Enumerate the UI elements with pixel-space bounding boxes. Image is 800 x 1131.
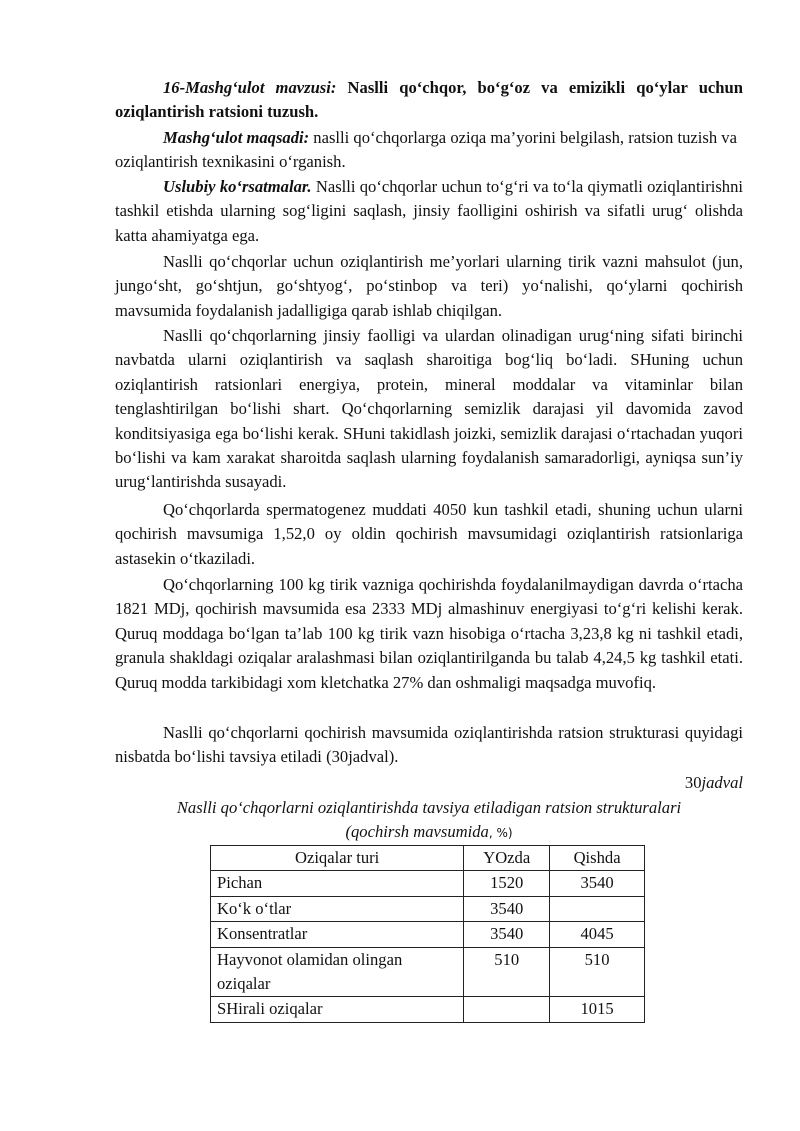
table-number-word: jadval xyxy=(701,773,743,792)
summer-value: 1520 xyxy=(464,871,550,896)
method-paragraph xyxy=(115,175,743,248)
feed-name: Pichan xyxy=(211,871,464,896)
table-number-value: 30 xyxy=(684,773,702,792)
topic-label: 16-Mashg‘ulot mavzusi: xyxy=(163,78,337,97)
body-paragraph: Qo‘chqorlarning 100 kg tirik vazniga qochirishda foydalanilmaydigan davrda o‘rtacha 1821 MDj, qochirish mavsumida esa 2333 MDj almashinuv energiyasi to‘g‘ri kelishi kerak. Quruq moddaga bo‘lgan ta’lab 100 kg tirik vazn hisobiga o‘rtacha 3,23,8 kg ni tashkil etadi, granula shakldagi oziqalar aralashmasi bilan oziqlantirilganda bu talab 4,24,5 kg tashkil etati. Quruq modda tarkibidagi xom kletchatka 27% dan oshmaligi maqsadga muvofiq. xyxy=(115,575,743,692)
header-feed-type: Oziqalar turi xyxy=(211,846,464,871)
table-row xyxy=(211,922,645,947)
winter-value: 1015 xyxy=(550,997,645,1022)
feed-name: Hayvonot olamidan olingan oziqalar xyxy=(211,947,464,997)
goal-text: naslli qo‘chqorlarga oziqa ma’yorini belgilash, ratsion tuzish va oziqlantirish texnikasini o‘rganish. xyxy=(115,128,737,172)
table-caption-sub xyxy=(115,820,743,845)
topic-title: Naslli qo‘chqor, bo‘g‘oz va emizikli qo‘ylar uchun oziqlantirish ratsioni tuzush. xyxy=(115,78,743,122)
table-row xyxy=(211,896,645,921)
summer-value: 3540 xyxy=(464,896,550,921)
header-winter: Qishda xyxy=(550,846,645,871)
table-row xyxy=(211,871,645,896)
table-caption-season: (qochirsh mavsumida xyxy=(345,822,489,841)
table-caption: Naslli qo‘chqorlarni oziqlantirishda tavsiya etiladigan ratsion strukturalari xyxy=(176,798,682,817)
header-summer: YOzda xyxy=(464,846,550,871)
body-paragraph: Naslli qo‘chqorlarning jinsiy faolligi va ulardan olinadigan urug‘ning sifati birinchi navbatda ularni oziqlantirish va saqlash sharoitiga bog‘liq bo‘ladi. SHuning uchun oziqlantirish ratsionlari energiya, protein, mineral moddalar va vitaminlar bilan tenglashtirilgan bo‘lishi shart. Qo‘chqorlarning semizlik darajasi yil davomida zavod konditsiyasiga ega bo‘lishi kerak. SHuni takidlash joizki, semizlik darajasi o‘rtachadan yuqori bo‘lishi va kam xarakat sharoitda saqlash ularning foydalanish samaradorligi, ayniqsa sun’iy urug‘lantirishda susayadi. xyxy=(115,326,743,492)
method-text: Naslli qo‘chqorlar uchun to‘g‘ri va to‘la qiymatli oziqlantirishni tashkil etishda ularning sog‘ligini saqlash, jinsiy faolligini oshirish va sifatli urug‘ olishda katta ahamiyatga ega. xyxy=(115,177,743,245)
topic-paragraph xyxy=(115,76,743,125)
goal-label: Mashg‘ulot maqsadi: xyxy=(163,128,310,147)
winter-value: 510 xyxy=(550,947,645,997)
winter-value: 4045 xyxy=(550,922,645,947)
feed-name: SHirali oziqalar xyxy=(211,997,464,1022)
table-header-row xyxy=(211,846,645,871)
winter-value: 3540 xyxy=(550,871,645,896)
feed-name: Ko‘k o‘tlar xyxy=(211,896,464,921)
body-paragraph: Naslli qo‘chqorlarni qochirish mavsumida oziqlantirishda ratsion strukturasi quyidagi nisbatda bo‘lishi tavsiya etiladi (30jadval). xyxy=(115,723,743,767)
body-paragraph: Qo‘chqorlarda spermatogenez muddati 4050 kun tashkil etadi, shuning uchun ularni qochirish mavsumiga 1,52,0 oy oldin qochirish mavsumidagi oziqlantirish ratsionlariga astasekin o‘tkaziladi. xyxy=(115,500,743,568)
goal-paragraph xyxy=(115,126,743,175)
summer-value: 510 xyxy=(464,947,550,997)
body-paragraph: Naslli qo‘chqorlar uchun oziqlantirish me’yorlari ularning tirik vazni mahsulot (jun, jungo‘sht, go‘shtjun, go‘shtyog‘, po‘stinbop va teri) yo‘nalishi, qo‘ylarni qochirish mavsumida foydalanish jadalligiga qarab ishlab chiqilgan. xyxy=(115,252,743,320)
table-row xyxy=(211,997,645,1022)
ration-table xyxy=(210,845,645,1023)
method-label: Uslubiy ko‘rsatmalar. xyxy=(163,177,312,196)
table-caption-unit: , %) xyxy=(488,826,513,840)
table-row xyxy=(211,947,645,997)
summer-value: 3540 xyxy=(464,922,550,947)
winter-value xyxy=(550,896,645,921)
feed-name: Konsentratlar xyxy=(211,922,464,947)
summer-value xyxy=(464,997,550,1022)
table-number xyxy=(115,771,743,795)
